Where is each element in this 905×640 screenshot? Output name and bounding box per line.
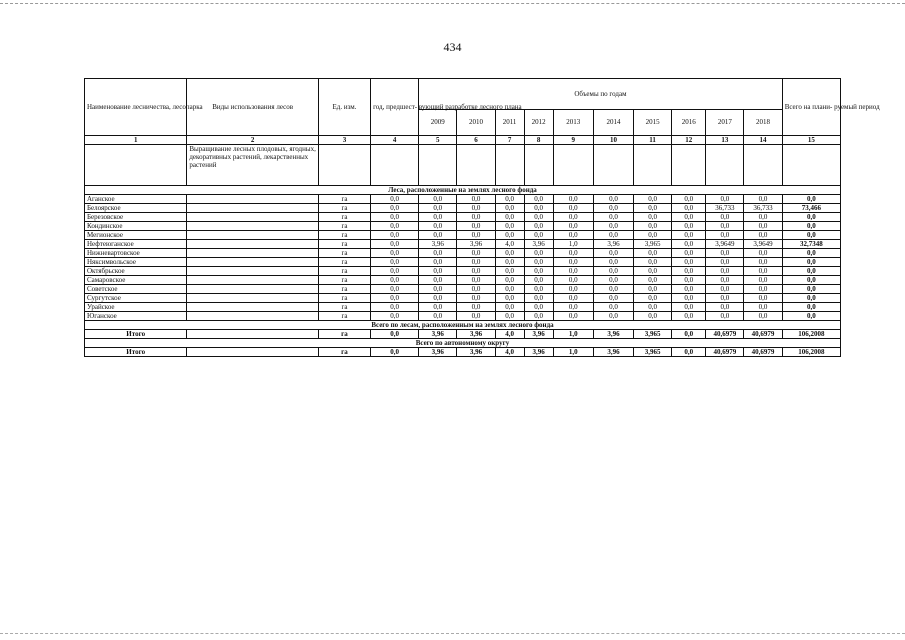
row-unit: га bbox=[318, 303, 370, 312]
row-value: 40,6979 bbox=[744, 348, 782, 357]
row-value: 0,0 bbox=[634, 276, 672, 285]
row-value: 0,0 bbox=[457, 231, 495, 240]
row-value: 0,0 bbox=[672, 285, 706, 294]
row-value: 0,0 bbox=[553, 231, 593, 240]
row-value: 0,0 bbox=[457, 276, 495, 285]
column-number: 2 bbox=[187, 136, 319, 145]
row-value: 0,0 bbox=[371, 303, 419, 312]
column-number: 10 bbox=[593, 136, 633, 145]
row-use-type bbox=[187, 285, 319, 294]
row-unit: га bbox=[318, 330, 370, 339]
row-use-type bbox=[187, 276, 319, 285]
column-number: 6 bbox=[457, 136, 495, 145]
table-row bbox=[85, 303, 841, 312]
row-value: 0,0 bbox=[553, 195, 593, 204]
row-name: Аганское bbox=[85, 195, 187, 204]
row-value: 0,0 bbox=[634, 249, 672, 258]
row-value: 36,733 bbox=[744, 204, 782, 213]
row-unit: га bbox=[318, 204, 370, 213]
row-value: 0,0 bbox=[495, 258, 524, 267]
row-value: 3,96 bbox=[457, 330, 495, 339]
row-value: 0,0 bbox=[419, 267, 457, 276]
row-value: 0,0 bbox=[371, 195, 419, 204]
table-row bbox=[85, 204, 841, 213]
table-row bbox=[85, 249, 841, 258]
row-value: 3,96 bbox=[457, 240, 495, 249]
table-row bbox=[85, 222, 841, 231]
row-total: 0,0 bbox=[782, 276, 840, 285]
row-total: 0,0 bbox=[782, 231, 840, 240]
row-name: Белоярское bbox=[85, 204, 187, 213]
row-value: 0,0 bbox=[371, 231, 419, 240]
row-unit: га bbox=[318, 348, 370, 357]
row-value: 0,0 bbox=[744, 285, 782, 294]
row-name: Итого bbox=[85, 330, 187, 339]
row-value: 0,0 bbox=[706, 222, 744, 231]
row-value: 0,0 bbox=[371, 285, 419, 294]
table-row bbox=[85, 312, 841, 321]
row-name: Мегионское bbox=[85, 231, 187, 240]
row-value: 0,0 bbox=[524, 195, 553, 204]
row-name: Кондинское bbox=[85, 222, 187, 231]
row-total: 0,0 bbox=[782, 267, 840, 276]
row-total: 0,0 bbox=[782, 294, 840, 303]
row-value: 0,0 bbox=[672, 276, 706, 285]
row-value: 0,0 bbox=[593, 285, 633, 294]
row-value: 0,0 bbox=[371, 276, 419, 285]
row-value: 3,96 bbox=[419, 348, 457, 357]
row-value: 3,96 bbox=[419, 240, 457, 249]
row-value: 0,0 bbox=[495, 267, 524, 276]
table-row bbox=[85, 195, 841, 204]
row-value: 0,0 bbox=[634, 285, 672, 294]
row-use-type bbox=[187, 195, 319, 204]
row-value: 0,0 bbox=[371, 294, 419, 303]
row-value: 0,0 bbox=[744, 222, 782, 231]
header-name: Наименование лесничества, лесопарка bbox=[85, 79, 187, 136]
row-value: 40,6979 bbox=[706, 348, 744, 357]
row-value: 0,0 bbox=[672, 267, 706, 276]
row-value: 0,0 bbox=[524, 222, 553, 231]
row-use-type bbox=[187, 348, 319, 357]
row-value: 3,965 bbox=[634, 240, 672, 249]
row-value: 0,0 bbox=[672, 258, 706, 267]
use-type-cell: Выращивание лесных плодовых, ягодных, декоративных растений, лекарственных растений bbox=[187, 145, 319, 186]
row-value: 0,0 bbox=[457, 285, 495, 294]
row-value: 0,0 bbox=[419, 204, 457, 213]
row-value: 4,0 bbox=[495, 330, 524, 339]
row-use-type bbox=[187, 330, 319, 339]
district-title: Всего по автономному округу bbox=[85, 339, 841, 348]
row-value: 0,0 bbox=[457, 249, 495, 258]
column-number: 8 bbox=[524, 136, 553, 145]
row-value: 0,0 bbox=[593, 204, 633, 213]
row-value: 0,0 bbox=[419, 312, 457, 321]
row-value: 4,0 bbox=[495, 348, 524, 357]
row-value: 0,0 bbox=[553, 276, 593, 285]
header-year: 2017 bbox=[706, 110, 744, 136]
row-value: 0,0 bbox=[457, 258, 495, 267]
row-name: Няксимвольское bbox=[85, 258, 187, 267]
row-value: 0,0 bbox=[672, 312, 706, 321]
row-unit: га bbox=[318, 285, 370, 294]
row-value: 0,0 bbox=[553, 303, 593, 312]
column-number: 7 bbox=[495, 136, 524, 145]
column-number: 13 bbox=[706, 136, 744, 145]
column-number: 12 bbox=[672, 136, 706, 145]
row-value: 0,0 bbox=[672, 249, 706, 258]
district-total-row bbox=[85, 348, 841, 357]
row-value: 0,0 bbox=[634, 312, 672, 321]
row-value: 3,96 bbox=[457, 348, 495, 357]
row-value: 0,0 bbox=[593, 249, 633, 258]
row-value: 3,96 bbox=[593, 348, 633, 357]
row-value: 0,0 bbox=[744, 294, 782, 303]
row-value: 0,0 bbox=[593, 267, 633, 276]
row-value: 0,0 bbox=[593, 231, 633, 240]
row-total: 73,466 bbox=[782, 204, 840, 213]
row-value: 0,0 bbox=[371, 204, 419, 213]
row-total: 0,0 bbox=[782, 213, 840, 222]
row-value: 0,0 bbox=[457, 204, 495, 213]
table-row bbox=[85, 285, 841, 294]
row-total: 106,2008 bbox=[782, 330, 840, 339]
row-value: 0,0 bbox=[419, 213, 457, 222]
column-number: 9 bbox=[553, 136, 593, 145]
row-value: 0,0 bbox=[706, 267, 744, 276]
row-value: 0,0 bbox=[593, 312, 633, 321]
row-value: 0,0 bbox=[553, 258, 593, 267]
row-value: 3,96 bbox=[524, 240, 553, 249]
column-number: 15 bbox=[782, 136, 840, 145]
row-value: 0,0 bbox=[371, 213, 419, 222]
row-unit: га bbox=[318, 213, 370, 222]
row-value: 0,0 bbox=[593, 294, 633, 303]
row-value: 3,96 bbox=[593, 330, 633, 339]
row-value: 3,9649 bbox=[744, 240, 782, 249]
row-name: Нижневартовское bbox=[85, 249, 187, 258]
row-value: 0,0 bbox=[495, 204, 524, 213]
row-value: 0,0 bbox=[419, 249, 457, 258]
row-value: 0,0 bbox=[593, 213, 633, 222]
row-unit: га bbox=[318, 249, 370, 258]
row-value: 0,0 bbox=[706, 312, 744, 321]
row-name: Урайское bbox=[85, 303, 187, 312]
row-value: 0,0 bbox=[419, 231, 457, 240]
row-unit: га bbox=[318, 231, 370, 240]
header-year: 2016 bbox=[672, 110, 706, 136]
row-value: 0,0 bbox=[672, 231, 706, 240]
row-value: 0,0 bbox=[495, 294, 524, 303]
header-year: 2010 bbox=[457, 110, 495, 136]
scan-edge-top bbox=[0, 3, 905, 4]
row-total: 0,0 bbox=[782, 222, 840, 231]
row-value: 0,0 bbox=[593, 222, 633, 231]
row-value: 0,0 bbox=[371, 249, 419, 258]
row-value: 0,0 bbox=[457, 303, 495, 312]
row-value: 0,0 bbox=[744, 276, 782, 285]
table-row bbox=[85, 294, 841, 303]
row-value: 0,0 bbox=[495, 231, 524, 240]
row-value: 0,0 bbox=[672, 240, 706, 249]
row-value: 0,0 bbox=[524, 231, 553, 240]
row-value: 0,0 bbox=[706, 195, 744, 204]
row-value: 40,6979 bbox=[706, 330, 744, 339]
row-unit: га bbox=[318, 267, 370, 276]
row-value: 0,0 bbox=[371, 240, 419, 249]
row-value: 0,0 bbox=[495, 285, 524, 294]
row-value: 0,0 bbox=[634, 204, 672, 213]
row-value: 0,0 bbox=[634, 231, 672, 240]
row-unit: га bbox=[318, 258, 370, 267]
row-value: 0,0 bbox=[593, 258, 633, 267]
row-value: 0,0 bbox=[593, 303, 633, 312]
row-value: 0,0 bbox=[706, 303, 744, 312]
row-value: 0,0 bbox=[744, 267, 782, 276]
row-value: 0,0 bbox=[706, 213, 744, 222]
row-total: 0,0 bbox=[782, 312, 840, 321]
column-number: 1 bbox=[85, 136, 187, 145]
row-total: 0,0 bbox=[782, 258, 840, 267]
row-use-type bbox=[187, 222, 319, 231]
row-value: 0,0 bbox=[706, 249, 744, 258]
row-value: 4,0 bbox=[495, 240, 524, 249]
table-row bbox=[85, 276, 841, 285]
row-value: 0,0 bbox=[419, 276, 457, 285]
row-value: 0,0 bbox=[524, 204, 553, 213]
row-value: 0,0 bbox=[419, 285, 457, 294]
header-year: 2018 bbox=[744, 110, 782, 136]
header-year-prior: год, предшест- вующий разработке лесного плана bbox=[371, 79, 419, 136]
row-value: 0,0 bbox=[495, 312, 524, 321]
row-value: 1,0 bbox=[553, 240, 593, 249]
row-value: 0,0 bbox=[524, 285, 553, 294]
row-value: 0,0 bbox=[553, 222, 593, 231]
row-total: 32,7348 bbox=[782, 240, 840, 249]
header-year: 2012 bbox=[524, 110, 553, 136]
row-unit: га bbox=[318, 294, 370, 303]
row-value: 3,9649 bbox=[706, 240, 744, 249]
row-unit: га bbox=[318, 195, 370, 204]
row-value: 0,0 bbox=[524, 213, 553, 222]
row-value: 0,0 bbox=[634, 294, 672, 303]
page-number: 434 bbox=[443, 40, 462, 54]
row-value: 3,965 bbox=[634, 348, 672, 357]
row-name: Юганское bbox=[85, 312, 187, 321]
row-value: 0,0 bbox=[553, 294, 593, 303]
scan-edge-bottom bbox=[0, 633, 905, 634]
row-value: 0,0 bbox=[634, 267, 672, 276]
row-value: 0,0 bbox=[744, 213, 782, 222]
row-value: 0,0 bbox=[371, 330, 419, 339]
row-value: 0,0 bbox=[672, 303, 706, 312]
row-use-type bbox=[187, 303, 319, 312]
row-value: 0,0 bbox=[553, 312, 593, 321]
row-name: Сургутское bbox=[85, 294, 187, 303]
row-value: 0,0 bbox=[593, 276, 633, 285]
row-value: 0,0 bbox=[524, 312, 553, 321]
row-value: 0,0 bbox=[634, 222, 672, 231]
row-value: 0,0 bbox=[495, 222, 524, 231]
row-value: 0,0 bbox=[744, 249, 782, 258]
header-year: 2015 bbox=[634, 110, 672, 136]
row-value: 0,0 bbox=[553, 213, 593, 222]
row-use-type bbox=[187, 249, 319, 258]
row-use-type bbox=[187, 231, 319, 240]
row-value: 0,0 bbox=[419, 294, 457, 303]
row-value: 0,0 bbox=[495, 276, 524, 285]
column-number: 3 bbox=[318, 136, 370, 145]
table-row bbox=[85, 240, 841, 249]
row-value: 1,0 bbox=[553, 330, 593, 339]
row-value: 0,0 bbox=[524, 303, 553, 312]
row-value: 0,0 bbox=[634, 213, 672, 222]
row-value: 0,0 bbox=[457, 222, 495, 231]
row-value: 0,0 bbox=[744, 303, 782, 312]
row-value: 0,0 bbox=[672, 330, 706, 339]
row-value: 0,0 bbox=[672, 195, 706, 204]
row-total: 0,0 bbox=[782, 249, 840, 258]
row-value: 0,0 bbox=[495, 213, 524, 222]
row-name: Нефтеюганское bbox=[85, 240, 187, 249]
row-use-type bbox=[187, 213, 319, 222]
forest-plan-table bbox=[84, 78, 880, 357]
header-year: 2014 bbox=[593, 110, 633, 136]
row-total: 0,0 bbox=[782, 285, 840, 294]
row-unit: га bbox=[318, 240, 370, 249]
row-value: 0,0 bbox=[744, 231, 782, 240]
row-value: 0,0 bbox=[706, 276, 744, 285]
row-value: 0,0 bbox=[371, 267, 419, 276]
row-value: 3,96 bbox=[524, 330, 553, 339]
row-value: 0,0 bbox=[419, 222, 457, 231]
row-value: 0,0 bbox=[371, 258, 419, 267]
row-value: 1,0 bbox=[553, 348, 593, 357]
row-value: 0,0 bbox=[495, 195, 524, 204]
row-value: 0,0 bbox=[634, 258, 672, 267]
row-value: 0,0 bbox=[419, 258, 457, 267]
row-value: 0,0 bbox=[706, 231, 744, 240]
row-value: 3,965 bbox=[634, 330, 672, 339]
row-value: 0,0 bbox=[634, 195, 672, 204]
row-name: Самаровское bbox=[85, 276, 187, 285]
row-unit: га bbox=[318, 276, 370, 285]
row-unit: га bbox=[318, 312, 370, 321]
row-value: 0,0 bbox=[457, 294, 495, 303]
row-total: 0,0 bbox=[782, 303, 840, 312]
row-value: 0,0 bbox=[524, 276, 553, 285]
subtotal-title: Всего по лесам, расположенным на землях лесного фонда bbox=[85, 321, 841, 330]
row-value: 3,96 bbox=[593, 240, 633, 249]
row-total: 0,0 bbox=[782, 195, 840, 204]
row-value: 40,6979 bbox=[744, 330, 782, 339]
row-use-type bbox=[187, 258, 319, 267]
header-year: 2009 bbox=[419, 110, 457, 136]
header-volumes: Объемы по годам bbox=[419, 79, 782, 110]
row-name: Октябрьское bbox=[85, 267, 187, 276]
row-value: 0,0 bbox=[524, 294, 553, 303]
row-value: 0,0 bbox=[672, 213, 706, 222]
row-value: 0,0 bbox=[371, 348, 419, 357]
row-unit: га bbox=[318, 222, 370, 231]
row-value: 0,0 bbox=[457, 213, 495, 222]
row-value: 0,0 bbox=[419, 195, 457, 204]
row-use-type bbox=[187, 204, 319, 213]
column-number: 5 bbox=[419, 136, 457, 145]
subtotal-row bbox=[85, 330, 841, 339]
row-value: 0,0 bbox=[744, 312, 782, 321]
row-value: 0,0 bbox=[672, 294, 706, 303]
column-number: 4 bbox=[371, 136, 419, 145]
row-value: 0,0 bbox=[371, 312, 419, 321]
row-use-type bbox=[187, 294, 319, 303]
row-use-type bbox=[187, 267, 319, 276]
row-value: 36,733 bbox=[706, 204, 744, 213]
header-year: 2011 bbox=[495, 110, 524, 136]
row-total: 106,2008 bbox=[782, 348, 840, 357]
row-value: 0,0 bbox=[524, 267, 553, 276]
row-name: Березовское bbox=[85, 213, 187, 222]
row-use-type bbox=[187, 312, 319, 321]
row-value: 0,0 bbox=[706, 258, 744, 267]
table-row bbox=[85, 231, 841, 240]
header-total: Всего на плани- руемый период bbox=[782, 79, 840, 136]
row-use-type bbox=[187, 240, 319, 249]
row-value: 0,0 bbox=[524, 258, 553, 267]
row-value: 0,0 bbox=[706, 294, 744, 303]
row-value: 0,0 bbox=[553, 204, 593, 213]
row-value: 0,0 bbox=[672, 222, 706, 231]
row-value: 0,0 bbox=[553, 285, 593, 294]
row-value: 0,0 bbox=[634, 303, 672, 312]
header-unit: Ед. изм. bbox=[318, 79, 370, 136]
row-value: 0,0 bbox=[495, 303, 524, 312]
row-value: 3,96 bbox=[419, 330, 457, 339]
row-name: Итого bbox=[85, 348, 187, 357]
row-value: 3,96 bbox=[524, 348, 553, 357]
column-number: 14 bbox=[744, 136, 782, 145]
row-value: 0,0 bbox=[457, 195, 495, 204]
row-value: 0,0 bbox=[706, 285, 744, 294]
row-value: 0,0 bbox=[457, 267, 495, 276]
header-year: 2013 bbox=[553, 110, 593, 136]
row-value: 0,0 bbox=[524, 249, 553, 258]
row-value: 0,0 bbox=[744, 195, 782, 204]
row-value: 0,0 bbox=[593, 195, 633, 204]
row-value: 0,0 bbox=[672, 204, 706, 213]
header-use-type: Виды использования лесов bbox=[187, 79, 319, 136]
section-title: Леса, расположенные на землях лесного фонда bbox=[85, 186, 841, 195]
row-value: 0,0 bbox=[672, 348, 706, 357]
row-value: 0,0 bbox=[553, 249, 593, 258]
table-row bbox=[85, 258, 841, 267]
row-value: 0,0 bbox=[419, 303, 457, 312]
column-number: 11 bbox=[634, 136, 672, 145]
row-value: 0,0 bbox=[457, 312, 495, 321]
row-name: Советское bbox=[85, 285, 187, 294]
row-value: 0,0 bbox=[744, 258, 782, 267]
row-value: 0,0 bbox=[371, 222, 419, 231]
row-value: 0,0 bbox=[495, 249, 524, 258]
row-value: 0,0 bbox=[553, 267, 593, 276]
table-row bbox=[85, 267, 841, 276]
table-row bbox=[85, 213, 841, 222]
